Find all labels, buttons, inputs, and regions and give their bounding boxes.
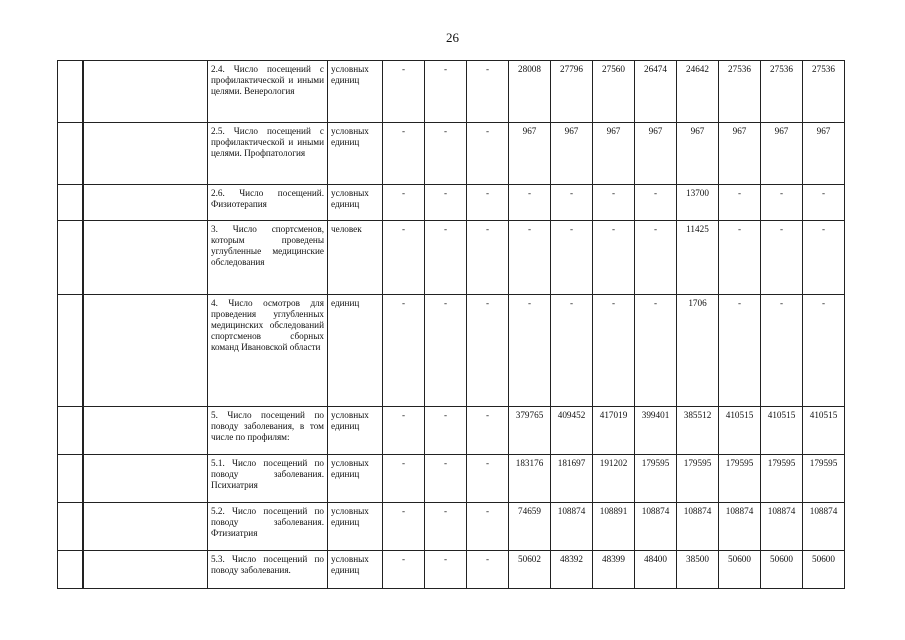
early-year-value-cell: - [425, 123, 467, 185]
year-value-cell: 410515 [761, 407, 803, 455]
year-value-cell: 967 [761, 123, 803, 185]
year-value-cell: - [551, 221, 593, 295]
program-cell [83, 185, 208, 221]
year-value-cell: 179595 [677, 455, 719, 503]
year-value-cell: 191202 [593, 455, 635, 503]
year-value-cell: 108874 [635, 503, 677, 551]
year-value-cell: - [635, 221, 677, 295]
year-value-cell: 13700 [677, 185, 719, 221]
early-year-value-cell: - [467, 455, 509, 503]
page-number: 26 [446, 30, 459, 45]
early-year-value-cell: - [425, 407, 467, 455]
program-cell [83, 61, 208, 123]
year-value-cell: 399401 [635, 407, 677, 455]
year-value-cell: 1706 [677, 295, 719, 407]
year-value-cell: - [593, 221, 635, 295]
year-value-cell: 50602 [509, 551, 551, 589]
early-year-value-cell: - [467, 123, 509, 185]
indicator-name-cell: 3. Число спортсменов, которым проведены углубленные медицинские обследования [208, 221, 328, 295]
year-value-cell: 179595 [761, 455, 803, 503]
table-row [58, 455, 845, 503]
early-year-value-cell: - [383, 123, 425, 185]
indicator-name-cell: 4. Число осмотров для проведения углубленных медицинских обследований спортсменов сборных команд Ивановской области [208, 295, 328, 407]
row-number-cell [58, 185, 83, 221]
unit-cell: условных единиц [328, 61, 383, 123]
year-value-cell: 27536 [719, 61, 761, 123]
year-value-cell: - [509, 185, 551, 221]
year-value-cell: - [761, 185, 803, 221]
unit-cell: человек [328, 221, 383, 295]
year-value-cell: - [509, 295, 551, 407]
table-row [58, 503, 845, 551]
year-value-cell: 967 [593, 123, 635, 185]
year-value-cell: 27536 [761, 61, 803, 123]
early-year-value-cell: - [467, 221, 509, 295]
year-value-cell: 967 [635, 123, 677, 185]
year-value-cell: - [803, 295, 845, 407]
year-value-cell: 108874 [719, 503, 761, 551]
program-cell [83, 123, 208, 185]
program-cell [83, 551, 208, 589]
table-row [58, 551, 845, 589]
table-row [58, 407, 845, 455]
year-value-cell: - [509, 221, 551, 295]
year-value-cell: - [593, 185, 635, 221]
year-value-cell: - [635, 185, 677, 221]
early-year-value-cell: - [425, 295, 467, 407]
year-value-cell: 74659 [509, 503, 551, 551]
year-value-cell: - [551, 185, 593, 221]
early-year-value-cell: - [383, 221, 425, 295]
row-number-cell [58, 221, 83, 295]
early-year-value-cell: - [383, 61, 425, 123]
early-year-value-cell: - [383, 295, 425, 407]
year-value-cell: 108874 [677, 503, 719, 551]
early-year-value-cell: - [467, 295, 509, 407]
early-year-value-cell: - [425, 551, 467, 589]
indicator-name-cell: 2.4. Число посещений с профилактической и иными целями. Венерология [208, 61, 328, 123]
indicator-name-cell: 2.5. Число посещений с профилактической и иными целями. Профпатология [208, 123, 328, 185]
row-number-cell [58, 503, 83, 551]
early-year-value-cell: - [425, 185, 467, 221]
indicator-name-cell: 5.3. Число посещений по поводу заболевания. [208, 551, 328, 589]
early-year-value-cell: - [467, 407, 509, 455]
year-value-cell: - [761, 221, 803, 295]
year-value-cell: - [593, 295, 635, 407]
row-number-cell [58, 407, 83, 455]
year-value-cell: 183176 [509, 455, 551, 503]
program-cell [83, 503, 208, 551]
year-value-cell: 50600 [803, 551, 845, 589]
unit-cell: условных единиц [328, 455, 383, 503]
table-row [58, 221, 845, 295]
year-value-cell: - [803, 185, 845, 221]
year-value-cell: - [719, 221, 761, 295]
year-value-cell: 417019 [593, 407, 635, 455]
early-year-value-cell: - [467, 551, 509, 589]
year-value-cell: - [635, 295, 677, 407]
indicator-name-cell: 2.6. Число посещений. Физиотерапия [208, 185, 328, 221]
year-value-cell: 27560 [593, 61, 635, 123]
early-year-value-cell: - [383, 455, 425, 503]
row-number-cell [58, 551, 83, 589]
early-year-value-cell: - [383, 551, 425, 589]
year-value-cell: 410515 [719, 407, 761, 455]
year-value-cell: 28008 [509, 61, 551, 123]
program-cell [83, 455, 208, 503]
program-cell [83, 295, 208, 407]
year-value-cell: - [719, 295, 761, 407]
row-number-cell [58, 295, 83, 407]
year-value-cell: 108874 [803, 503, 845, 551]
early-year-value-cell: - [467, 185, 509, 221]
program-cell [83, 221, 208, 295]
year-value-cell: 379765 [509, 407, 551, 455]
program-indicators-table [57, 60, 845, 589]
year-value-cell: 50600 [761, 551, 803, 589]
year-value-cell: 27796 [551, 61, 593, 123]
unit-cell: условных единиц [328, 407, 383, 455]
year-value-cell: 967 [719, 123, 761, 185]
year-value-cell: - [719, 185, 761, 221]
unit-cell: условных единиц [328, 551, 383, 589]
row-number-cell [58, 61, 83, 123]
year-value-cell: 108891 [593, 503, 635, 551]
early-year-value-cell: - [383, 503, 425, 551]
year-value-cell: - [551, 295, 593, 407]
year-value-cell: 967 [551, 123, 593, 185]
table-row [58, 61, 845, 123]
year-value-cell: 24642 [677, 61, 719, 123]
year-value-cell: 967 [803, 123, 845, 185]
early-year-value-cell: - [425, 221, 467, 295]
indicator-name-cell: 5. Число посещений по поводу заболевания, в том числе по профилям: [208, 407, 328, 455]
early-year-value-cell: - [425, 455, 467, 503]
year-value-cell: 48399 [593, 551, 635, 589]
early-year-value-cell: - [425, 61, 467, 123]
early-year-value-cell: - [425, 503, 467, 551]
indicator-name-cell: 5.2. Число посещений по поводу заболевания. Фтизиатрия [208, 503, 328, 551]
indicator-name-cell: 5.1. Число посещений по поводу заболевания. Психиатрия [208, 455, 328, 503]
year-value-cell: 48392 [551, 551, 593, 589]
year-value-cell: 50600 [719, 551, 761, 589]
year-value-cell: 967 [509, 123, 551, 185]
unit-cell: условных единиц [328, 503, 383, 551]
year-value-cell: 409452 [551, 407, 593, 455]
row-number-cell [58, 455, 83, 503]
early-year-value-cell: - [383, 185, 425, 221]
table-row [58, 123, 845, 185]
row-number-cell [58, 123, 83, 185]
year-value-cell: 385512 [677, 407, 719, 455]
early-year-value-cell: - [467, 503, 509, 551]
year-value-cell: 967 [677, 123, 719, 185]
program-cell [83, 407, 208, 455]
unit-cell: условных единиц [328, 123, 383, 185]
unit-cell: условных единиц [328, 185, 383, 221]
year-value-cell: 38500 [677, 551, 719, 589]
year-value-cell: 179595 [635, 455, 677, 503]
year-value-cell: - [803, 221, 845, 295]
table-row [58, 295, 845, 407]
year-value-cell: - [761, 295, 803, 407]
year-value-cell: 108874 [551, 503, 593, 551]
year-value-cell: 48400 [635, 551, 677, 589]
year-value-cell: 179595 [803, 455, 845, 503]
year-value-cell: 11425 [677, 221, 719, 295]
year-value-cell: 410515 [803, 407, 845, 455]
year-value-cell: 26474 [635, 61, 677, 123]
table-row [58, 185, 845, 221]
year-value-cell: 179595 [719, 455, 761, 503]
year-value-cell: 27536 [803, 61, 845, 123]
early-year-value-cell: - [383, 407, 425, 455]
unit-cell: единиц [328, 295, 383, 407]
early-year-value-cell: - [467, 61, 509, 123]
year-value-cell: 108874 [761, 503, 803, 551]
year-value-cell: 181697 [551, 455, 593, 503]
